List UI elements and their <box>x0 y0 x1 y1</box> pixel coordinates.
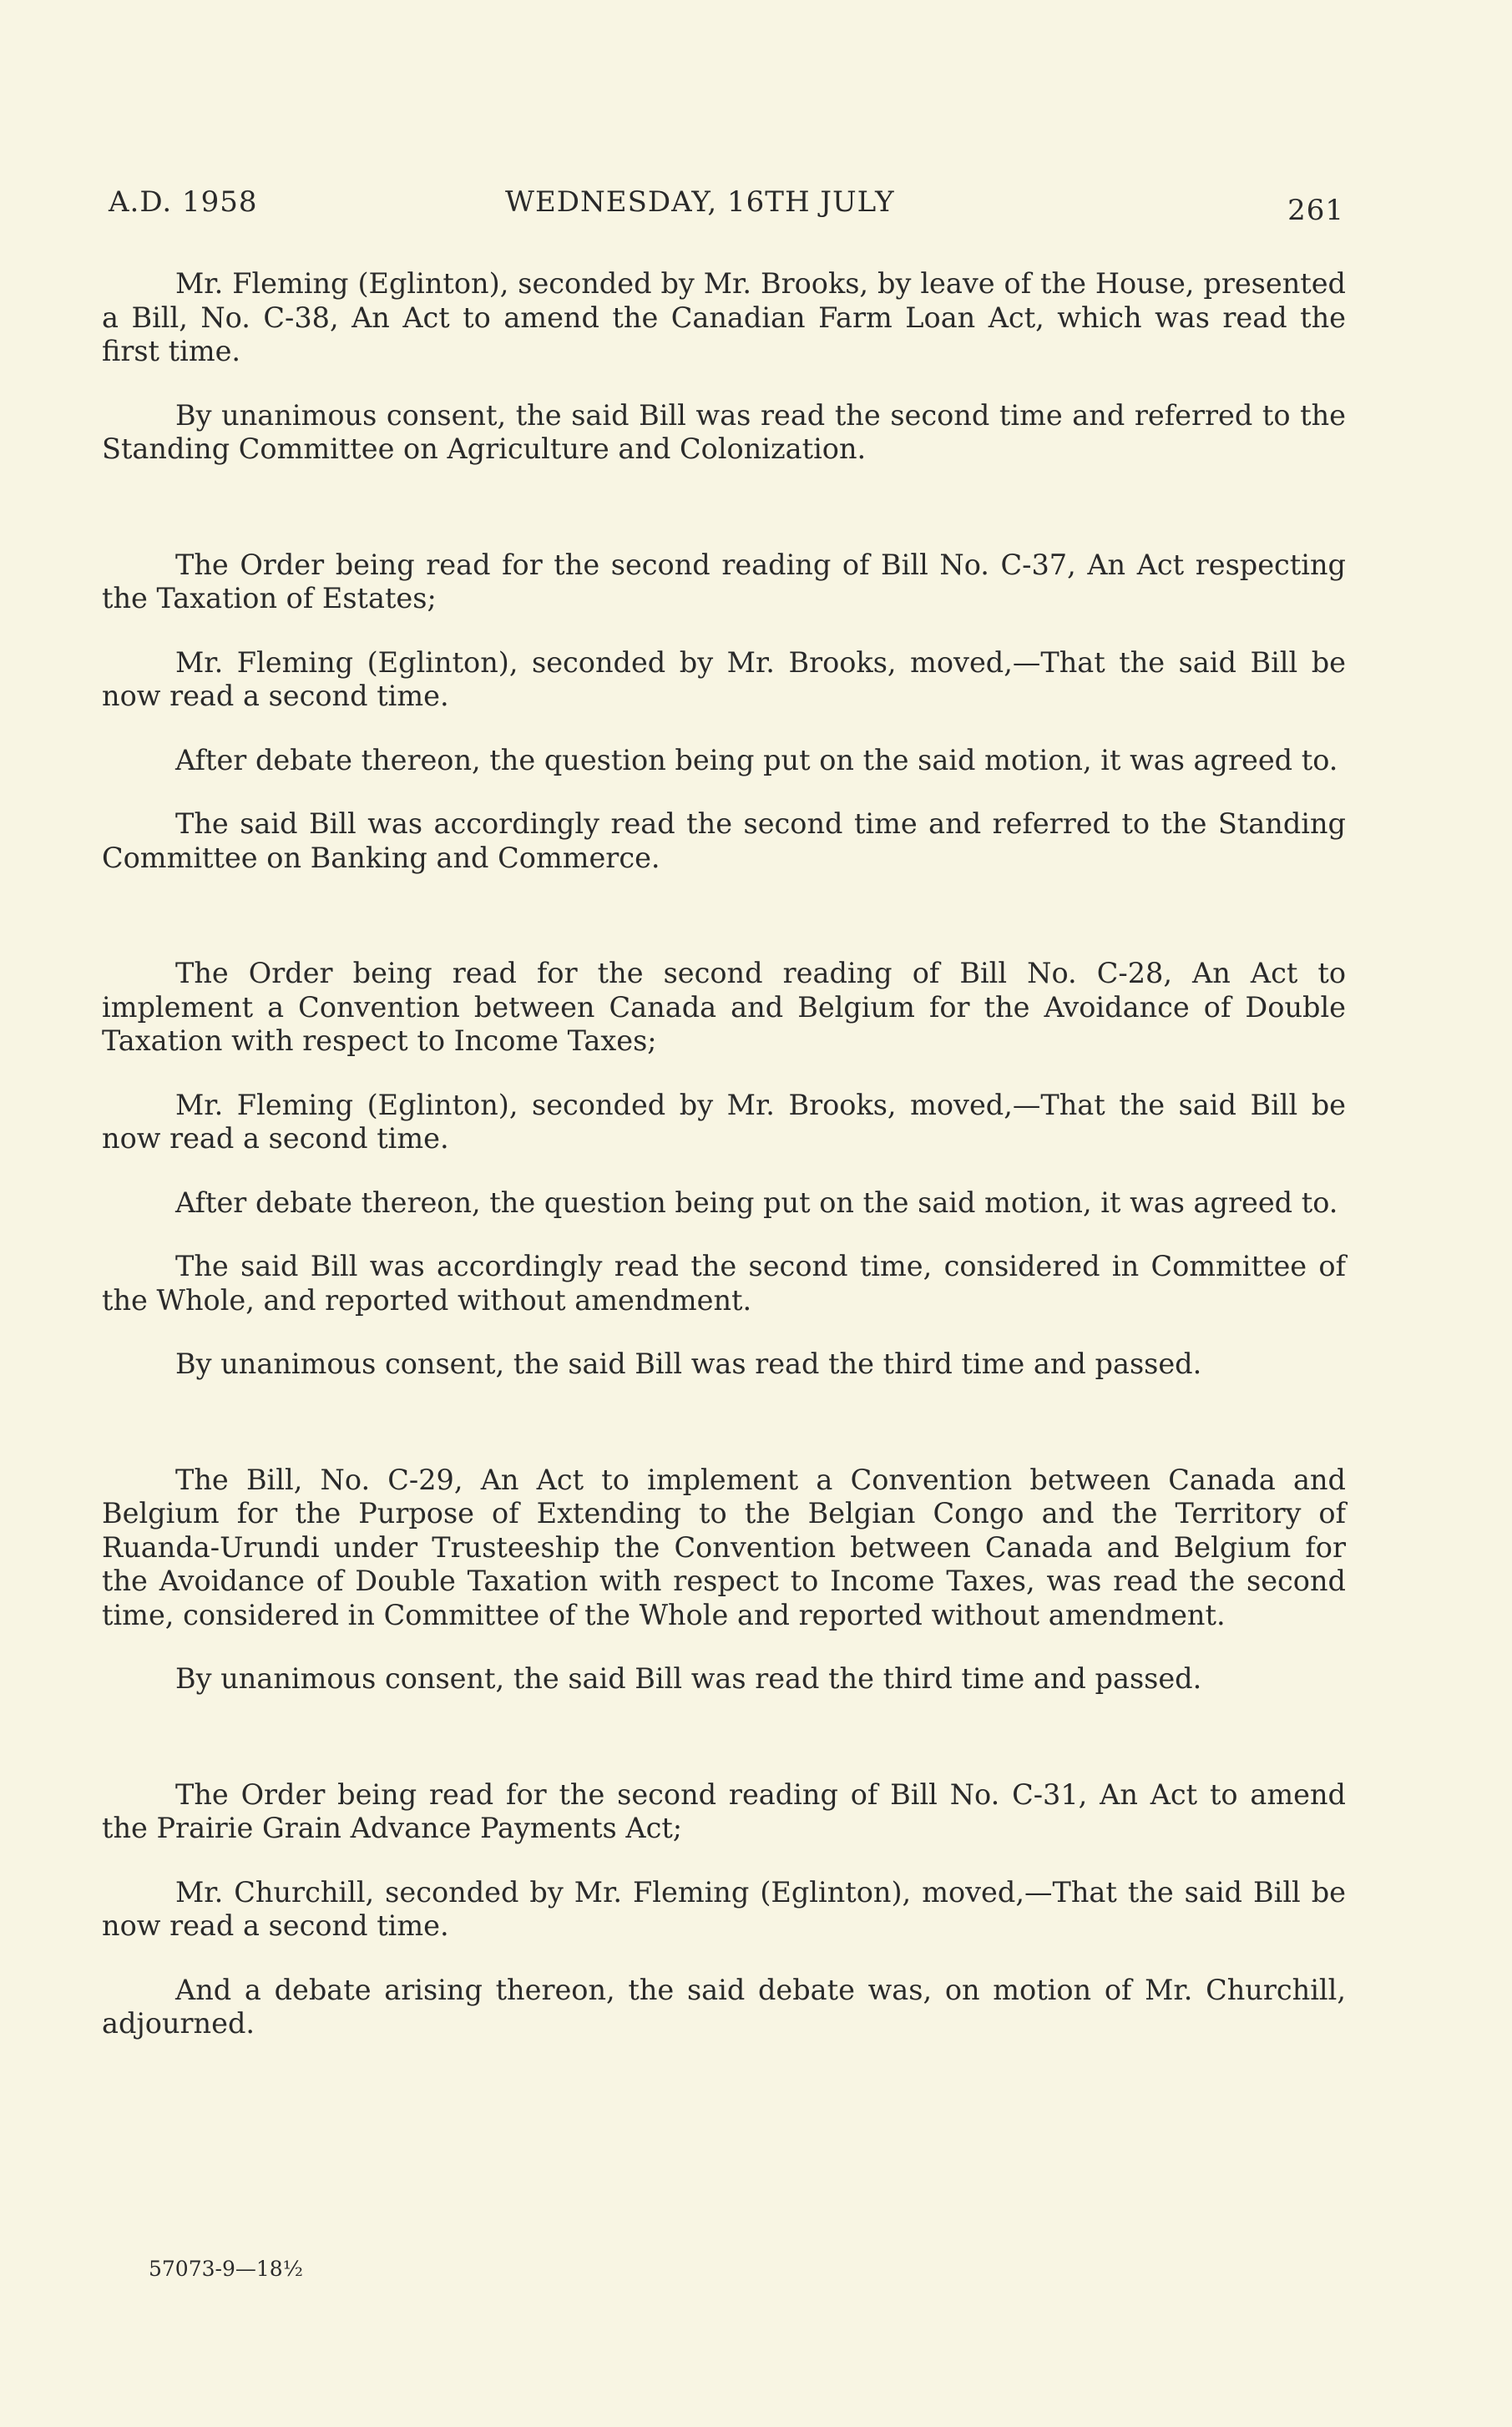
section-bill-c37 <box>102 549 1346 876</box>
paragraph: Mr. Fleming (Eglinton), seconded by Mr. Brooks, by leave of the House, presented a Bill, No. C-38, An Act to amend the Canadian Farm Loan Act, which was read the first time. <box>102 267 1346 367</box>
paragraph: By unanimous consent, the said Bill was read the third time and passed. <box>175 1347 1202 1380</box>
header-year: A.D. 1958 <box>109 185 258 219</box>
page-header <box>109 185 1344 227</box>
paragraph: Mr. Fleming (Eglinton), seconded by Mr. Brooks, moved,—That the said Bill be now read a second time. <box>102 645 1346 712</box>
section-bill-c38 <box>102 267 1346 467</box>
paragraph: By unanimous consent, the said Bill was read the third time and passed. <box>175 1662 1202 1695</box>
paragraph: The Order being read for the second reading of Bill No. C-37, An Act respecting the Taxation of Estates; <box>102 548 1346 614</box>
section-bill-c28 <box>102 957 1346 1382</box>
paragraph: After debate thereon, the question being put on the said motion, it was agreed to. <box>175 1186 1338 1219</box>
paragraph: Mr. Churchill, seconded by Mr. Fleming (Eglinton), moved,—That the said Bill be now read a second time. <box>102 1875 1346 1942</box>
page-number: 261 <box>1287 194 1344 227</box>
section-divider <box>102 497 1346 549</box>
paragraph: The Order being read for the second reading of Bill No. C-28, An Act to implement a Convention between Canada and Belgium for the Avoidance of Double Taxation with respect to Income Taxes; <box>102 957 1346 1057</box>
section-bill-c29 <box>102 1464 1346 1696</box>
paragraph: And a debate arising thereon, the said debate was, on motion of Mr. Churchill, adjourned. <box>102 1973 1346 2040</box>
paragraph: By unanimous consent, the said Bill was read the second time and referred to the Standing Committee on Agriculture and Colonization. <box>102 398 1346 465</box>
print-code: 57073-9—18½ <box>149 2257 303 2281</box>
paragraph: The said Bill was accordingly read the second time, considered in Committee of the Whole, and reported without amendment. <box>102 1250 1346 1317</box>
paragraph: The Order being read for the second reading of Bill No. C-31, An Act to amend the Prairie Grain Advance Payments Act; <box>102 1777 1346 1844</box>
paragraph: Mr. Fleming (Eglinton), seconded by Mr. Brooks, moved,—That the said Bill be now read a second time. <box>102 1088 1346 1155</box>
section-bill-c31 <box>102 1778 1346 2041</box>
section-divider <box>102 905 1346 957</box>
header-date: WEDNESDAY, 16TH JULY <box>505 185 895 219</box>
paragraph: The Bill, No. C-29, An Act to implement a Convention between Canada and Belgium for the Purpose of Extending to the Belgian Congo and the Territory of Ruanda-Urundi under Trusteeship the Convention between Canada and Belgium for the Avoidance of Double Taxation with respect to Income Taxes, was read the second time, considered in Committee of the Whole and reported without amendment. <box>102 1463 1346 1631</box>
paragraph: The said Bill was accordingly read the second time and referred to the Standing Committee on Banking and Commerce. <box>102 807 1346 874</box>
section-divider <box>102 1412 1346 1464</box>
page-body <box>102 267 1346 2071</box>
section-divider <box>102 1727 1346 1778</box>
paragraph: After debate thereon, the question being put on the said motion, it was agreed to. <box>175 743 1338 776</box>
